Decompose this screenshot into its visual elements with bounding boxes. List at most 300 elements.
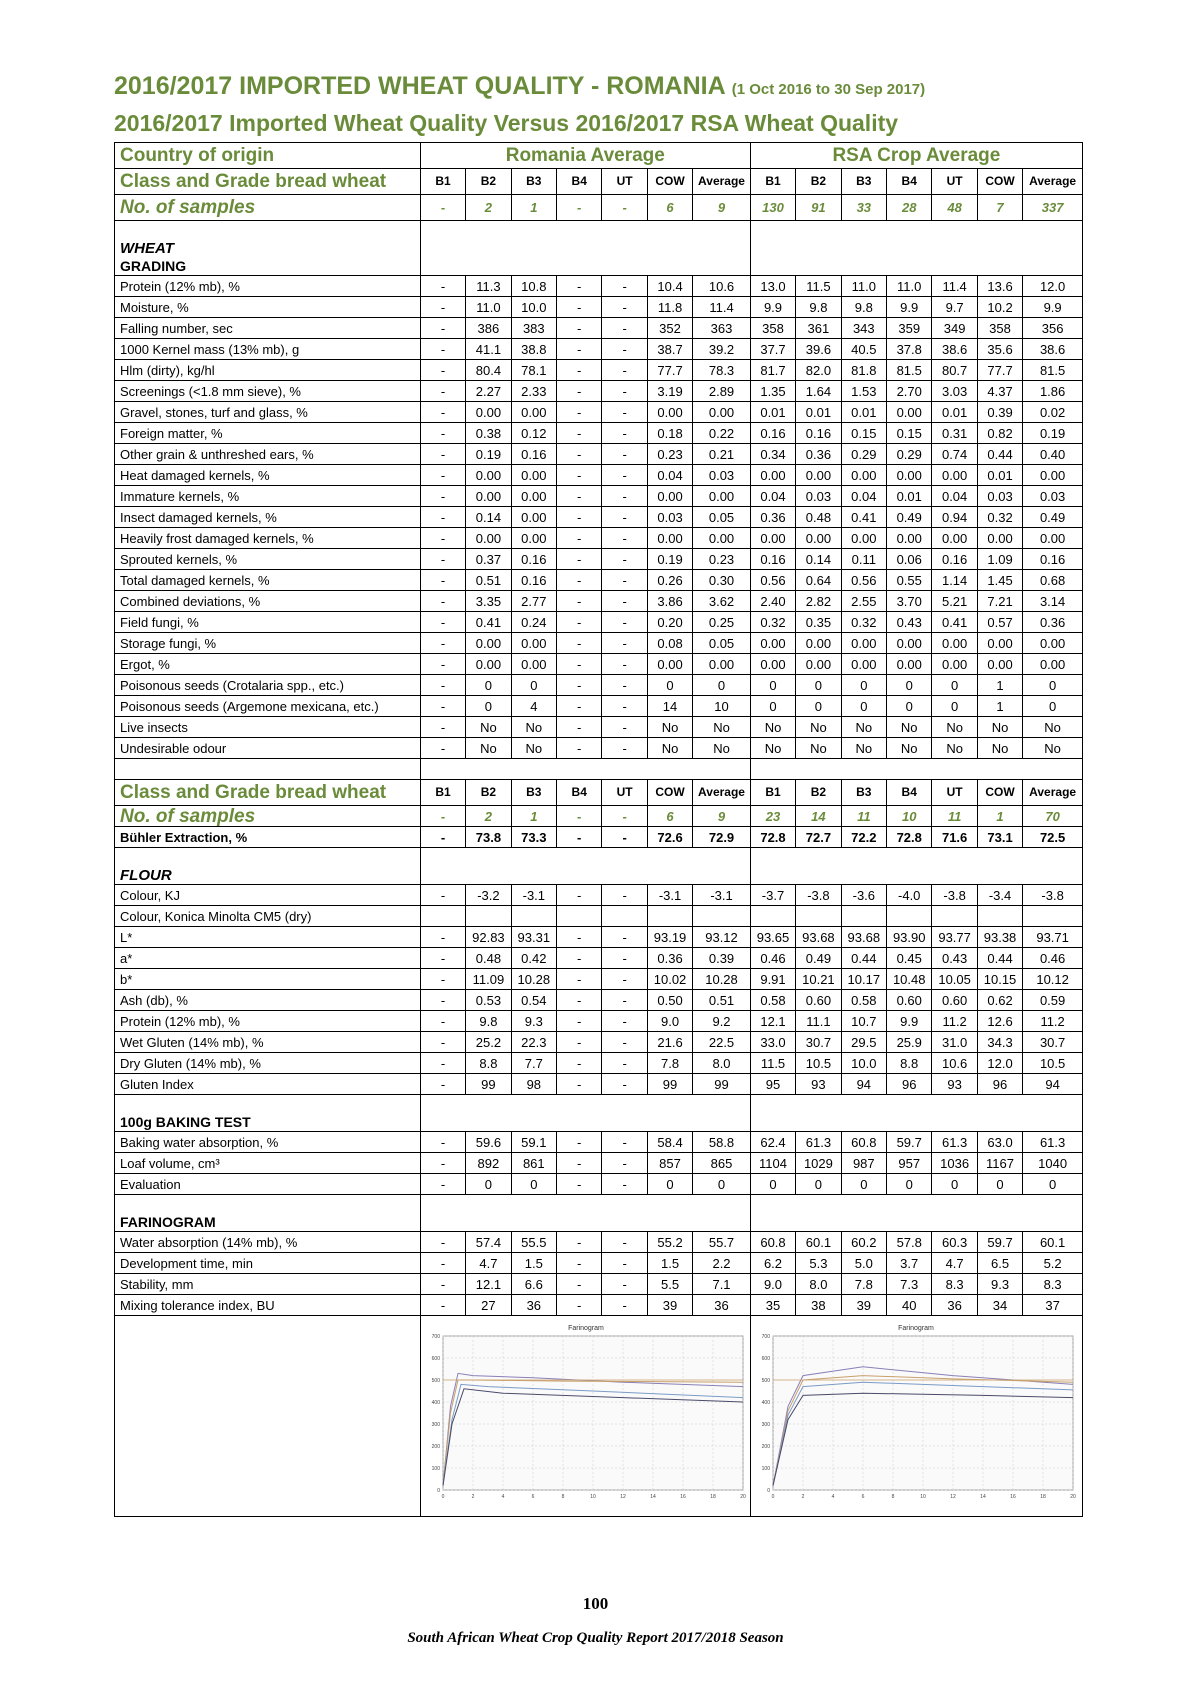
row-value: 0.57 — [977, 612, 1022, 633]
row-value — [1023, 906, 1083, 927]
row-value: 93.31 — [511, 927, 556, 948]
row-value: 1.35 — [750, 381, 795, 402]
row-value: 36 — [693, 1295, 751, 1316]
row-value: 39.6 — [796, 339, 841, 360]
row-value: 0.41 — [466, 612, 511, 633]
row-value: 0.58 — [750, 990, 795, 1011]
row-value: 0.49 — [1023, 507, 1083, 528]
row-value: - — [420, 1174, 465, 1195]
y-tick-label: 100 — [431, 1466, 440, 1472]
spacer-row — [115, 848, 1083, 867]
row-value: 0.00 — [693, 654, 751, 675]
row-value: 3.19 — [647, 381, 692, 402]
row-value: 4.7 — [466, 1253, 511, 1274]
row-value: - — [602, 885, 647, 906]
row-value: - — [557, 276, 602, 297]
row-value: 0 — [1023, 696, 1083, 717]
row-value: 0.16 — [750, 549, 795, 570]
table-row — [115, 633, 1083, 654]
row-value: 38.7 — [647, 339, 692, 360]
title-main: 2016/2017 IMPORTED WHEAT QUALITY - ROMANIA — [114, 72, 725, 100]
row-value — [557, 906, 602, 927]
row-value: 11.5 — [796, 276, 841, 297]
row-label: Screenings (<1.8 mm sieve), % — [115, 381, 421, 402]
quality-table — [114, 142, 1083, 1517]
row-value: 1.64 — [796, 381, 841, 402]
row-value: 98 — [511, 1074, 556, 1095]
y-tick-label: 0 — [767, 1488, 771, 1494]
row-value: 11.09 — [466, 969, 511, 990]
row-value: 0.29 — [887, 444, 932, 465]
row-label: Mixing tolerance index, BU — [115, 1295, 421, 1316]
row-value: 337 — [1023, 195, 1083, 221]
row-value: -3.8 — [1023, 885, 1083, 906]
row-value: - — [420, 318, 465, 339]
row-value: 0.60 — [796, 990, 841, 1011]
row-value: 30.7 — [796, 1032, 841, 1053]
row-value: 0.16 — [932, 549, 977, 570]
row-value: 72.5 — [1023, 827, 1083, 848]
rsa-average-header: RSA Crop Average — [750, 143, 1082, 169]
table-row — [115, 276, 1083, 297]
row-value: 0 — [887, 675, 932, 696]
row-value: 0.05 — [693, 507, 751, 528]
row-value: 2.55 — [841, 591, 886, 612]
row-value: No — [511, 717, 556, 738]
row-value: 1 — [511, 806, 556, 827]
row-value: 0 — [750, 696, 795, 717]
row-value: 77.7 — [977, 360, 1022, 381]
row-value: 9.9 — [750, 297, 795, 318]
table-row — [115, 423, 1083, 444]
row-value: 1.5 — [511, 1253, 556, 1274]
x-tick-label: 4 — [501, 1494, 505, 1500]
table-row — [115, 402, 1083, 423]
row-value: - — [557, 381, 602, 402]
row-value: - — [557, 696, 602, 717]
row-label: Moisture, % — [115, 297, 421, 318]
row-value: 11.0 — [841, 276, 886, 297]
row-value: - — [420, 360, 465, 381]
row-value: 0.01 — [932, 402, 977, 423]
y-tick-label: 400 — [431, 1400, 440, 1406]
row-value: 34 — [977, 1295, 1022, 1316]
row-value: 0.48 — [796, 507, 841, 528]
row-value: - — [557, 1011, 602, 1032]
row-value: 0 — [841, 1174, 886, 1195]
class-header: B1 — [420, 169, 465, 195]
row-value: 11 — [932, 806, 977, 827]
class-header: B2 — [466, 780, 511, 806]
row-value: - — [602, 738, 647, 759]
row-value: 0.00 — [887, 654, 932, 675]
row-value: 2.89 — [693, 381, 751, 402]
x-tick-label: 2 — [802, 1494, 805, 1500]
table-row — [115, 1011, 1083, 1032]
class-header: UT — [932, 169, 977, 195]
row-value: 11.0 — [887, 276, 932, 297]
row-value: - — [602, 717, 647, 738]
row-value: - — [557, 1295, 602, 1316]
row-value: 10.17 — [841, 969, 886, 990]
row-value: 0.00 — [887, 633, 932, 654]
row-value: 0.00 — [796, 528, 841, 549]
row-value: 0.08 — [647, 633, 692, 654]
row-value: 0.19 — [1023, 423, 1083, 444]
row-value: 59.6 — [466, 1132, 511, 1153]
row-value: 0.03 — [693, 465, 751, 486]
spacer-cell — [750, 759, 1082, 780]
x-tick-label: 10 — [920, 1494, 927, 1500]
row-value: 0.00 — [977, 633, 1022, 654]
row-value — [420, 906, 465, 927]
row-value: 39.2 — [693, 339, 751, 360]
row-value: 0.26 — [647, 570, 692, 591]
row-value: - — [420, 423, 465, 444]
row-value: 8.8 — [466, 1053, 511, 1074]
row-value: 23 — [750, 806, 795, 827]
table-row — [115, 318, 1083, 339]
row-label: No. of samples — [115, 195, 421, 221]
row-value: 0 — [841, 696, 886, 717]
row-value: 28 — [887, 195, 932, 221]
row-value: - — [420, 633, 465, 654]
row-value: 48 — [932, 195, 977, 221]
row-value: No — [887, 738, 932, 759]
row-label: No. of samples — [115, 806, 421, 827]
row-value: 96 — [977, 1074, 1022, 1095]
row-value: 6.5 — [977, 1253, 1022, 1274]
row-value: 0.38 — [466, 423, 511, 444]
row-value: 0.00 — [887, 402, 932, 423]
row-value: 9.3 — [977, 1274, 1022, 1295]
row-value: 14 — [647, 696, 692, 717]
row-value: 0.14 — [796, 549, 841, 570]
farinogram-right-cell — [750, 1316, 1082, 1517]
row-value: 2.70 — [887, 381, 932, 402]
row-value: 0.00 — [693, 402, 751, 423]
row-value: 81.5 — [1023, 360, 1083, 381]
row-value — [647, 906, 692, 927]
row-value: 0.49 — [796, 948, 841, 969]
row-value: 21.6 — [647, 1032, 692, 1053]
row-value: 8.0 — [693, 1053, 751, 1074]
row-label: Gravel, stones, turf and glass, % — [115, 402, 421, 423]
row-value: 0.59 — [1023, 990, 1083, 1011]
row-value: No — [796, 717, 841, 738]
row-value: 81.7 — [750, 360, 795, 381]
row-value: 1.86 — [1023, 381, 1083, 402]
row-value: - — [602, 1295, 647, 1316]
row-value: 81.8 — [841, 360, 886, 381]
row-value: - — [602, 570, 647, 591]
row-value: - — [602, 465, 647, 486]
row-value: No — [750, 738, 795, 759]
row-value: - — [557, 486, 602, 507]
row-value: 0.00 — [511, 633, 556, 654]
row-value: - — [420, 927, 465, 948]
row-label: Field fungi, % — [115, 612, 421, 633]
section-spacer — [750, 1113, 1082, 1132]
row-value: - — [602, 339, 647, 360]
row-value: 0.00 — [932, 654, 977, 675]
row-value: - — [602, 1274, 647, 1295]
row-label: Insect damaged kernels, % — [115, 507, 421, 528]
spacer-row — [115, 759, 1083, 780]
row-value: -3.1 — [693, 885, 751, 906]
row-value: 0.41 — [932, 612, 977, 633]
class-header: COW — [977, 169, 1022, 195]
table-row — [115, 990, 1083, 1011]
row-value: 80.4 — [466, 360, 511, 381]
spacer-cell — [115, 221, 421, 240]
row-value: 1040 — [1023, 1153, 1083, 1174]
row-value: 11.1 — [796, 1011, 841, 1032]
section-spacer — [420, 1213, 750, 1232]
y-tick-label: 0 — [437, 1488, 440, 1494]
x-tick-label: 6 — [531, 1494, 535, 1500]
row-value: 73.3 — [511, 827, 556, 848]
row-label: Colour, KJ — [115, 885, 421, 906]
table-row — [115, 444, 1083, 465]
row-value: 0 — [750, 1174, 795, 1195]
row-value: 34.3 — [977, 1032, 1022, 1053]
row-value: - — [602, 444, 647, 465]
row-value: 5.3 — [796, 1253, 841, 1274]
row-label: Other grain & unthreshed ears, % — [115, 444, 421, 465]
country-label: Country of origin — [115, 143, 421, 169]
row-value: 0.12 — [511, 423, 556, 444]
table-row — [115, 906, 1083, 927]
spacer-cell — [115, 848, 421, 867]
row-value: 9.8 — [466, 1011, 511, 1032]
row-value: 865 — [693, 1153, 751, 1174]
row-value: 9.91 — [750, 969, 795, 990]
row-value: - — [602, 806, 647, 827]
row-value: 60.1 — [796, 1232, 841, 1253]
row-value: 10.7 — [841, 1011, 886, 1032]
class-header: UT — [602, 169, 647, 195]
class-grade-row — [115, 780, 1083, 806]
row-value: 1 — [977, 806, 1022, 827]
class-header: B4 — [557, 169, 602, 195]
row-label: Total damaged kernels, % — [115, 570, 421, 591]
row-value: 37 — [1023, 1295, 1083, 1316]
row-value: 1.14 — [932, 570, 977, 591]
row-value: 93.12 — [693, 927, 751, 948]
row-value: - — [557, 570, 602, 591]
row-value: 8.8 — [887, 1053, 932, 1074]
row-value: 95 — [750, 1074, 795, 1095]
row-value: 0 — [932, 675, 977, 696]
row-value: 22.5 — [693, 1032, 751, 1053]
section-baking — [115, 1113, 1083, 1132]
x-tick-label: 12 — [620, 1494, 626, 1500]
row-value: 0.16 — [511, 570, 556, 591]
row-value: 0.36 — [1023, 612, 1083, 633]
section-spacer — [750, 1213, 1082, 1232]
row-value: 55.2 — [647, 1232, 692, 1253]
spacer-cell — [750, 1095, 1082, 1114]
row-value: 10.28 — [693, 969, 751, 990]
row-value: No — [887, 717, 932, 738]
row-value: - — [557, 591, 602, 612]
row-value: 0.30 — [693, 570, 751, 591]
row-value: 5.5 — [647, 1274, 692, 1295]
row-value: 1029 — [796, 1153, 841, 1174]
row-value: 91 — [796, 195, 841, 221]
row-value: 0.00 — [887, 528, 932, 549]
row-value: 40 — [887, 1295, 932, 1316]
table-row — [115, 675, 1083, 696]
row-value: - — [602, 827, 647, 848]
row-value: 0.68 — [1023, 570, 1083, 591]
row-value: 0 — [1023, 1174, 1083, 1195]
row-value: 0 — [932, 696, 977, 717]
x-tick-label: 8 — [561, 1494, 565, 1500]
row-value: 72.8 — [750, 827, 795, 848]
section-spacer — [750, 257, 1082, 276]
class-grade-label: Class and Grade bread wheat — [115, 169, 421, 195]
row-value: 36 — [932, 1295, 977, 1316]
row-value: 2 — [466, 806, 511, 827]
row-value: - — [420, 402, 465, 423]
row-value: - — [420, 827, 465, 848]
y-tick-label: 300 — [431, 1422, 440, 1428]
row-label: Combined deviations, % — [115, 591, 421, 612]
row-value: No — [647, 738, 692, 759]
row-value: 25.9 — [887, 1032, 932, 1053]
row-value: 93.65 — [750, 927, 795, 948]
row-value: - — [557, 1132, 602, 1153]
row-value: - — [420, 339, 465, 360]
row-value: 0.44 — [977, 444, 1022, 465]
row-value: 1 — [511, 195, 556, 221]
row-value: 1167 — [977, 1153, 1022, 1174]
row-value: 0.00 — [1023, 654, 1083, 675]
row-value: 57.4 — [466, 1232, 511, 1253]
row-value: 1.45 — [977, 570, 1022, 591]
row-label: Colour, Konica Minolta CM5 (dry) — [115, 906, 421, 927]
row-value: 30.7 — [1023, 1032, 1083, 1053]
row-value: 3.7 — [887, 1253, 932, 1274]
row-value: - — [420, 297, 465, 318]
row-value: No — [511, 738, 556, 759]
row-value: 0 — [750, 675, 795, 696]
row-value: 10.6 — [932, 1053, 977, 1074]
row-value: - — [557, 507, 602, 528]
spacer-row — [115, 1195, 1083, 1214]
class-header: UT — [932, 780, 977, 806]
spacer-cell — [115, 759, 421, 780]
chart-title: Farinogram — [567, 1325, 604, 1332]
row-value: 92.83 — [466, 927, 511, 948]
y-tick-label: 400 — [762, 1400, 771, 1406]
row-value: 0 — [932, 1174, 977, 1195]
row-value: 0.46 — [750, 948, 795, 969]
x-tick-label: 20 — [1070, 1494, 1077, 1500]
row-value: 0 — [977, 1174, 1022, 1195]
row-value: 0 — [511, 1174, 556, 1195]
table-row — [115, 885, 1083, 906]
row-value: - — [602, 696, 647, 717]
row-value: 0 — [796, 696, 841, 717]
row-value: 0.06 — [887, 549, 932, 570]
row-value: 0.46 — [1023, 948, 1083, 969]
row-value: 6 — [647, 195, 692, 221]
row-value: 38.6 — [1023, 339, 1083, 360]
class-header: Average — [693, 780, 751, 806]
row-value: - — [602, 990, 647, 1011]
row-value: 10.05 — [932, 969, 977, 990]
row-value: - — [420, 738, 465, 759]
row-label: Poisonous seeds (Argemone mexicana, etc.) — [115, 696, 421, 717]
row-value: - — [602, 423, 647, 444]
row-value: 0 — [647, 675, 692, 696]
y-tick-label: 500 — [762, 1378, 771, 1384]
table-row — [115, 549, 1083, 570]
farinogram-left-cell — [420, 1316, 750, 1517]
row-value: 0.51 — [693, 990, 751, 1011]
row-value: 12.1 — [466, 1274, 511, 1295]
row-value: 11.0 — [466, 297, 511, 318]
row-value: - — [602, 1232, 647, 1253]
class-header: B4 — [887, 169, 932, 195]
row-value: - — [602, 969, 647, 990]
row-value: 0.00 — [841, 465, 886, 486]
row-value: 0.64 — [796, 570, 841, 591]
row-value: -3.7 — [750, 885, 795, 906]
row-value: 352 — [647, 318, 692, 339]
row-value: No — [647, 717, 692, 738]
row-value: - — [557, 1174, 602, 1195]
row-value: 0.00 — [466, 402, 511, 423]
row-value: 7.8 — [841, 1274, 886, 1295]
row-value: 0 — [796, 675, 841, 696]
row-value: 5.0 — [841, 1253, 886, 1274]
table-row — [115, 1074, 1083, 1095]
row-value: 29.5 — [841, 1032, 886, 1053]
class-header: B4 — [557, 780, 602, 806]
y-tick-label: 600 — [431, 1356, 440, 1362]
row-value: 10.6 — [693, 276, 751, 297]
row-value: 96 — [887, 1074, 932, 1095]
row-value: 37.8 — [887, 339, 932, 360]
x-tick-label: 20 — [740, 1494, 746, 1500]
row-value: 0.01 — [977, 465, 1022, 486]
row-value: 55.7 — [693, 1232, 751, 1253]
row-value: 0 — [466, 675, 511, 696]
row-value: - — [557, 339, 602, 360]
x-tick-label: 8 — [892, 1494, 895, 1500]
row-value: - — [420, 1153, 465, 1174]
row-value: 1.5 — [647, 1253, 692, 1274]
row-value: 58.4 — [647, 1132, 692, 1153]
row-value: 0.53 — [466, 990, 511, 1011]
row-value: 0.00 — [932, 465, 977, 486]
table-row — [115, 381, 1083, 402]
row-value: 93.90 — [887, 927, 932, 948]
row-value: 0.56 — [841, 570, 886, 591]
row-value: 72.7 — [796, 827, 841, 848]
row-label: Loaf volume, cm³ — [115, 1153, 421, 1174]
row-value: 93.19 — [647, 927, 692, 948]
row-value: 8.3 — [1023, 1274, 1083, 1295]
row-value: 0.62 — [977, 990, 1022, 1011]
row-value: 10.8 — [511, 276, 556, 297]
row-value: - — [557, 528, 602, 549]
row-value: 4.7 — [932, 1253, 977, 1274]
